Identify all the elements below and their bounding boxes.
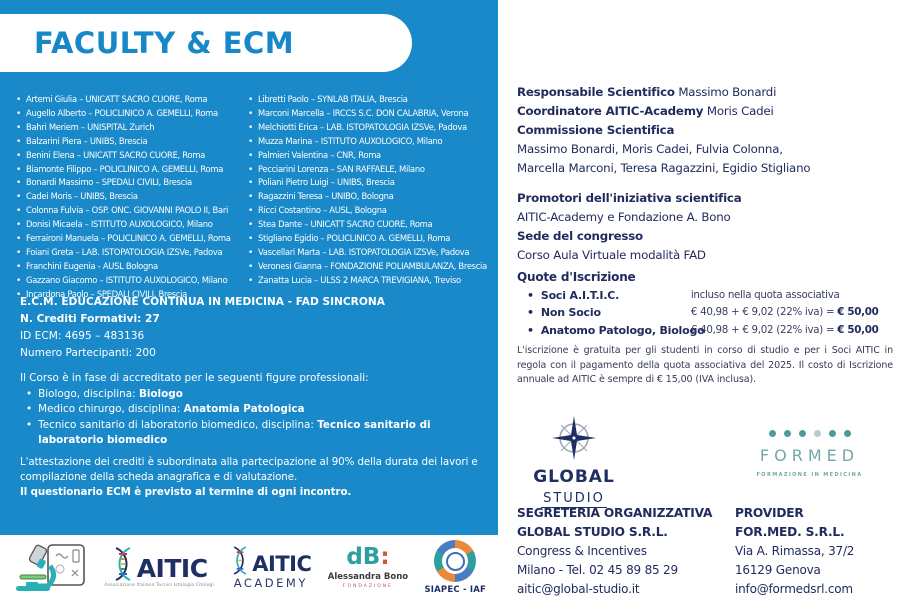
- faculty-member-text: Foiani Greta – LAB. ISTOPATOLOGIA IZSVe, Padova: [26, 246, 223, 257]
- faculty-member-text: Melchiotti Erica – LAB. ISTOPATOLOGIA IZSVe, Padova: [258, 121, 467, 132]
- commissione-line1: Massimo Bonardi, Moris Cadei, Fulvia Colonna,: [517, 142, 783, 156]
- bullet-icon: [527, 322, 541, 340]
- faculty-member: [248, 274, 496, 288]
- bullet-icon: [16, 149, 26, 163]
- bullet-icon: [26, 387, 38, 402]
- bullet-icon: [248, 246, 258, 260]
- commissione-line2: Marcella Marconi, Teresa Ragazzini, Egidio Stigliano: [517, 161, 811, 175]
- faculty-list-1: [16, 93, 246, 302]
- faculty-member: [16, 93, 246, 107]
- aitic-subtitle: Associazione Italiana Tecnici Istologia Citologi: [104, 583, 214, 588]
- bono-subtitle: FONDAZIONE: [342, 584, 393, 589]
- bullet-icon: [248, 93, 258, 107]
- faculty-member-text: Balzarini Piera – UNIBS, Brescia: [26, 135, 148, 146]
- fee-label: Non Socio: [540, 306, 601, 319]
- faculty-member: [16, 121, 246, 135]
- responsabile-line: [517, 83, 889, 102]
- bullet-icon: [248, 121, 258, 135]
- fees-rows: [517, 287, 897, 340]
- microscope-icon: [12, 542, 88, 594]
- ecm-participants: Numero Partecipanti: 200: [20, 347, 156, 359]
- bullet-icon: [248, 135, 258, 149]
- questionnaire-text: Il questionario ECM è previsto al termine di ogni incontro.: [20, 486, 352, 499]
- faculty-member-text: Colonna Fulvia – OSP. ONC. GIOVANNI PAOLO II, Bari: [26, 205, 228, 216]
- bono-mark-icon: dB:: [346, 544, 390, 570]
- bullet-icon: [248, 163, 258, 177]
- faculty-member-text: Augello Alberto – POLICLINICO A. GEMELLI, Roma: [26, 107, 218, 118]
- responsabile-label: Responsabile Scientifico: [517, 85, 675, 99]
- profession-item: [26, 387, 476, 402]
- segreteria-label: SEGRETERIA ORGANIZZATIVA: [517, 506, 713, 520]
- siapec-logo: [424, 540, 486, 595]
- faculty-member: [248, 246, 496, 260]
- partner-logo-strip: [0, 535, 498, 600]
- responsabile-value: Massimo Bonardi: [674, 85, 777, 99]
- profession-text: Tecnico sanitario di laboratorio biomedico, disciplina: Tecnico sanitario di laboratorio biomedico: [38, 418, 431, 446]
- header-banner: [0, 14, 412, 72]
- faculty-member-text: Stea Dante – UNICATT SACRO CUORE, Roma: [258, 219, 433, 230]
- segreteria-line1: Congress & Incentives: [517, 544, 647, 558]
- profession-item: [26, 418, 476, 448]
- faculty-member-text: Gazzano Giacomo – ISTITUTO AUXOLOGICO, Milano: [26, 274, 228, 285]
- faculty-member: [16, 135, 246, 149]
- faculty-member: [16, 176, 246, 190]
- faculty-member-text: Artemi Giulia – UNICATT SACRO CUORE, Roma: [26, 94, 208, 104]
- fee-row: [517, 287, 897, 305]
- faculty-member-text: Marconi Marcella – IRCCS S.C. DON CALABRIA, Verona: [258, 107, 469, 118]
- faculty-member: [16, 218, 246, 232]
- global-studio-logo: [522, 415, 626, 508]
- faculty-member-text: Zanatta Lucia – ULSS 2 MARCA TREVIGIANA, Treviso: [258, 274, 461, 285]
- bullet-icon: [16, 246, 26, 260]
- sede-label: Sede del congresso: [517, 229, 643, 243]
- faculty-member-text: Biamonte Filippo – POLICLINICO A. GEMELLI, Roma: [26, 163, 224, 174]
- faculty-member-text: Veronesi Gianna – FONDAZIONE POLIAMBULANZA, Brescia: [258, 260, 487, 271]
- registration-note: L'iscrizione è gratuita per gli studenti in corso di studio e per i Soci AITIC in regola con il pagamento della quota associativa del 2025. Il costo di Iscrizione annuale ad AITIC è sempre di € 15,00 (IVA inclusa).: [517, 345, 893, 386]
- bono-name: Alessandra Bono: [327, 572, 409, 582]
- coordinatore-line: [517, 102, 889, 121]
- bullet-icon: [16, 260, 26, 274]
- profession-text: Medico chirurgo, disciplina: Anatomia Patologica: [38, 403, 305, 416]
- commissione-label: Commissione Scientifica: [517, 123, 675, 137]
- faculty-member: [16, 163, 246, 177]
- provider-label: PROVIDER: [735, 506, 804, 520]
- faculty-member-text: Ricci Costantino – AUSL, Bologna: [258, 205, 387, 216]
- faculty-member-text: Cadei Moris – UNIBS, Brescia: [26, 191, 138, 202]
- bullet-icon: [248, 260, 258, 274]
- bullet-icon: [16, 232, 26, 246]
- faculty-column-1: [16, 93, 246, 302]
- aitic-logo: [104, 547, 214, 588]
- promoters-block: [517, 189, 889, 265]
- faculty-member-text: Poliani Pietro Luigi – UNIBS, Brescia: [258, 177, 395, 188]
- faculty-member-text: Stigliano Egidio – POLICLINICO A. GEMELLI, Roma: [258, 233, 451, 244]
- faculty-member: [248, 135, 496, 149]
- fee-price: € 40,98 + € 9,02 (22% iva) = € 50,00: [690, 306, 879, 318]
- formed-name: FORMED: [759, 446, 860, 465]
- bullet-icon: [16, 163, 26, 177]
- bullet-icon: [26, 418, 38, 448]
- coordinatore-label: Coordinatore AITIC-Academy: [517, 104, 704, 118]
- dna-icon: [111, 547, 135, 581]
- bullet-icon: [248, 107, 258, 121]
- faculty-member-text: Ferraironi Manuela – POLICLINICO A. GEMELLI, Roma: [26, 233, 231, 244]
- accreditation-intro: Il Corso è in fase di accreditato per le seguenti figure professionali:: [20, 372, 369, 384]
- provider-city: 16129 Genova: [735, 563, 821, 577]
- faculty-member-text: Muzza Marina – ISTITUTO AUXOLOGICO, Milano: [258, 135, 443, 146]
- profession-text: Biologo, disciplina: Biologo: [38, 388, 183, 401]
- fees-block: [517, 269, 897, 339]
- segreteria-email: aitic@global-studio.it: [517, 582, 640, 596]
- faculty-member-text: Incardona Paolo – SPEDALI CIVILI, Brescia: [26, 288, 188, 299]
- faculty-member-text: Bahri Meriem – UNISPITAL Zurich: [26, 121, 155, 132]
- faculty-member-text: Franchini Eugenia - AUSL Bologna: [26, 260, 158, 271]
- academy-subtitle: ACADEMY: [233, 575, 308, 590]
- aitic-academy-logo: [230, 546, 311, 590]
- fee-price: € 40,98 + € 9,02 (22% iva) = € 50,00: [690, 323, 879, 336]
- provider-block: [735, 504, 895, 599]
- faculty-member: [16, 149, 246, 163]
- faculty-member: [248, 232, 496, 246]
- provider-name: FOR.MED. S.R.L.: [735, 525, 845, 539]
- bullet-icon: [16, 218, 26, 232]
- faculty-member: [248, 190, 496, 204]
- faculty-member: [248, 107, 496, 121]
- fee-row: [517, 304, 897, 322]
- formed-logo: [752, 430, 867, 478]
- provider-email: info@formedsrl.com: [735, 582, 853, 596]
- aitic-name: AITIC: [136, 554, 208, 583]
- faculty-member: [248, 218, 496, 232]
- compass-icon: [551, 415, 597, 461]
- faculty-member-text: Donisi Micaela – ISTITUTO AUXOLOGICO, Milano: [26, 219, 213, 230]
- ecm-title: E.C.M. EDUCAZIONE CONTINUA IN MEDICINA - FAD SINCRONA: [20, 296, 385, 308]
- bullet-icon: [16, 93, 26, 107]
- formed-dots-icon: [752, 430, 867, 437]
- coordinatore-value: Moris Cadei: [703, 104, 774, 118]
- bono-foundation-logo: [328, 546, 408, 589]
- bullet-icon: [16, 176, 26, 190]
- segreteria-name: GLOBAL STUDIO S.R.L.: [517, 525, 668, 539]
- fees-title: Quote d'Iscrizione: [517, 270, 636, 284]
- dna-icon: [230, 546, 250, 575]
- ecm-credits: N. Crediti Formativi: 27: [20, 313, 160, 325]
- faculty-member: [248, 260, 496, 274]
- faculty-column-2: [248, 93, 496, 288]
- siapec-globe-icon: [434, 540, 476, 582]
- faculty-member: [16, 246, 246, 260]
- ecm-id: ID ECM: 4695 – 483136: [20, 330, 145, 342]
- global-studio-name: GLOBAL: [533, 467, 615, 487]
- siapec-name: SIAPEC - IAF: [424, 585, 486, 595]
- bullet-icon: [26, 402, 38, 417]
- global-studio-sub: STUDIO: [543, 491, 605, 506]
- attestation-block: [20, 455, 484, 501]
- bullet-icon: [248, 149, 258, 163]
- faculty-member: [16, 107, 246, 121]
- fee-label: Soci A.I.T.I.C.: [540, 288, 620, 302]
- faculty-member-text: Ragazzini Teresa – UNIBO, Bologna: [258, 191, 394, 202]
- faculty-list-2: [248, 93, 496, 288]
- faculty-member: [16, 232, 246, 246]
- faculty-member-text: Bonardi Massimo – SPEDALI CIVILI, Brescia: [26, 177, 192, 188]
- faculty-member: [16, 190, 246, 204]
- bullet-icon: [248, 274, 258, 288]
- profession-item: [26, 402, 476, 417]
- faculty-member: [248, 163, 496, 177]
- faculty-member: [16, 274, 246, 288]
- accreditation-block: [20, 371, 476, 448]
- bullet-icon: [16, 121, 26, 135]
- faculty-member: [248, 204, 496, 218]
- bullet-icon: [248, 232, 258, 246]
- fee-price: incluso nella quota associativa: [690, 288, 840, 301]
- scientific-committee-block: [517, 83, 889, 178]
- bullet-icon: [16, 204, 26, 218]
- fee-label: Anatomo Patologo, Biologo: [540, 323, 705, 337]
- faculty-member-text: Vascellari Marta – LAB. ISTOPATOLOGIA IZSVe, Padova: [258, 246, 470, 257]
- fee-row: [517, 322, 897, 340]
- promotori-value: AITIC-Academy e Fondazione A. Bono: [517, 210, 731, 224]
- microscope-logo: [12, 542, 88, 594]
- bullet-icon: [248, 190, 258, 204]
- academy-name: AITIC: [252, 551, 312, 576]
- bullet-icon: [16, 274, 26, 288]
- page-title: FACULTY & ECM: [34, 26, 295, 60]
- bullet-icon: [16, 135, 26, 149]
- formed-subtitle: FORMAZIONE IN MEDICINA: [756, 472, 863, 478]
- ecm-info-block: [20, 294, 476, 362]
- bullet-icon: [248, 176, 258, 190]
- provider-address: Via A. Rimassa, 37/2: [735, 544, 855, 558]
- organizing-secretariat-block: [517, 504, 732, 599]
- bullet-icon: [248, 218, 258, 232]
- faculty-member-text: Benini Elena – UNICATT SACRO CUORE, Roma: [26, 149, 205, 160]
- faculty-member: [16, 260, 246, 274]
- sede-value: Corso Aula Virtuale modalità FAD: [517, 248, 706, 262]
- bullet-icon: [527, 287, 541, 305]
- bullet-icon: [248, 204, 258, 218]
- professions-list: [20, 387, 476, 448]
- faculty-member: [248, 121, 496, 135]
- faculty-member: [248, 93, 496, 107]
- segreteria-phone: Milano - Tel. 02 45 89 85 29: [517, 563, 678, 577]
- promotori-label: Promotori dell'iniziativa scientifica: [517, 191, 742, 205]
- faculty-member-text: Pecciarini Lorenza – SAN RAFFAELE, Milano: [258, 163, 425, 174]
- faculty-member-text: Palmieri Valentina – CNR, Roma: [258, 149, 381, 160]
- bullet-icon: [527, 304, 541, 322]
- faculty-member: [248, 176, 496, 190]
- faculty-member: [248, 149, 496, 163]
- bullet-icon: [16, 190, 26, 204]
- attestation-text: L'attestazione dei crediti è subordinata alla partecipazione al 90% della durata dei lavori e compilazione della scheda anagrafica e di valutazione.: [20, 456, 478, 484]
- faculty-member: [16, 204, 246, 218]
- faculty-member-text: Libretti Paolo – SYNLAB ITALIA, Brescia: [258, 94, 408, 104]
- bullet-icon: [16, 107, 26, 121]
